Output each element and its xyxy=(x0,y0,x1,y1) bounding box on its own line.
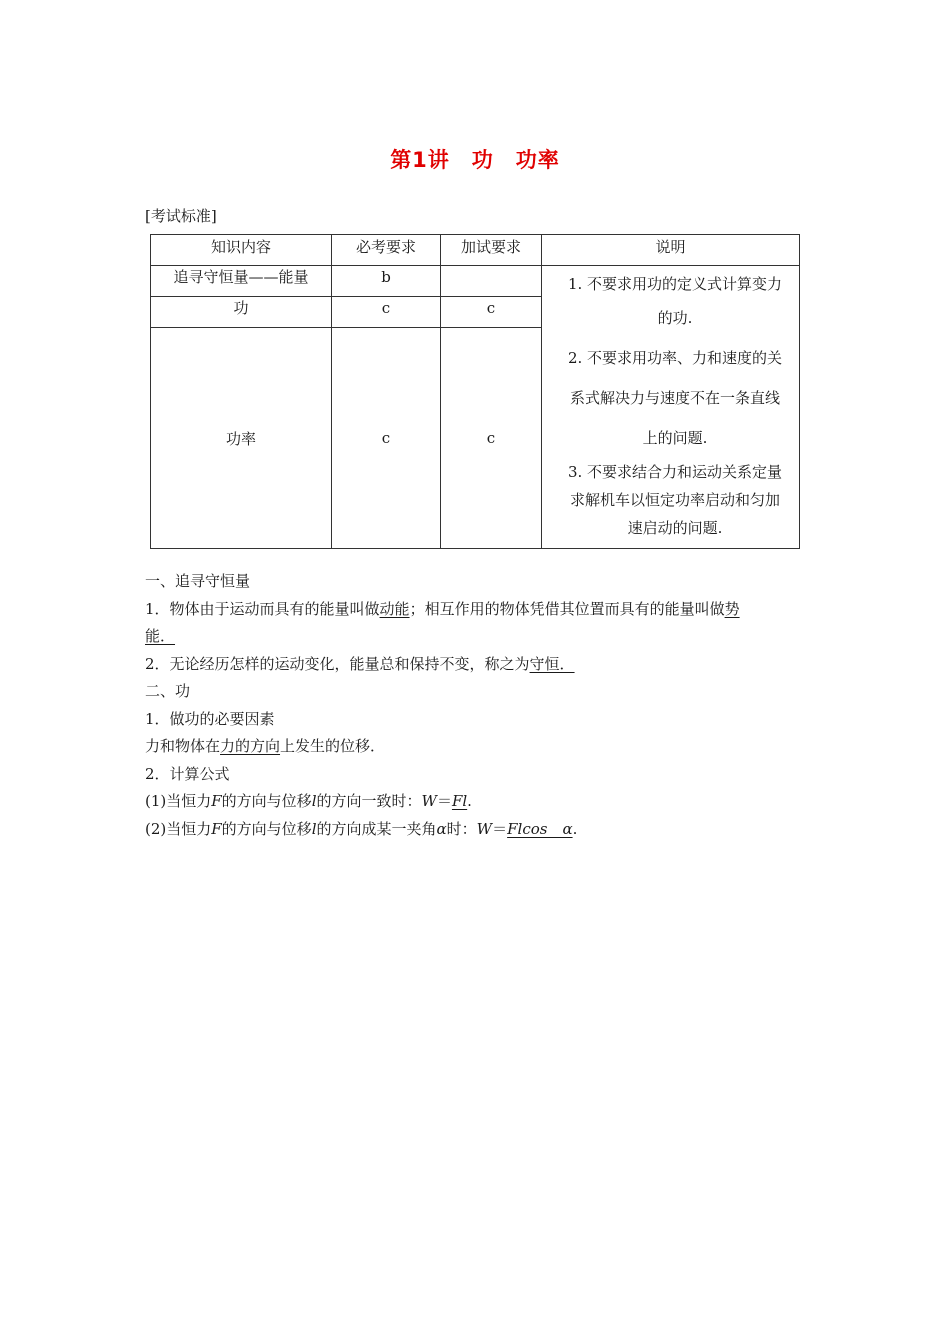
section-heading: 一、追寻守恒量 xyxy=(145,572,251,590)
formula-line xyxy=(145,788,825,816)
note-line: 求解机车以恒定功率启动和匀加 xyxy=(569,491,780,509)
table-cell: c xyxy=(332,297,441,328)
variable: l xyxy=(311,792,317,810)
paragraph: 1．做功的必要因素 xyxy=(145,709,275,728)
text: 的方向与位移 xyxy=(221,792,312,810)
text: 2．无论经历怎样的运动变化，能量总和保持不变，称之为 xyxy=(145,654,530,673)
blank-answer: Fl xyxy=(451,792,468,810)
variable: W xyxy=(476,819,493,838)
text: 的方向成某一夹角 xyxy=(316,819,437,838)
table-cell: 功率 xyxy=(151,328,332,549)
text: (2)当恒力 xyxy=(145,819,212,838)
standards-table xyxy=(150,234,800,549)
text: . xyxy=(572,819,578,838)
variable: W xyxy=(421,792,437,810)
variable: l xyxy=(311,819,317,838)
text: ＝ xyxy=(436,792,452,810)
paragraph: 2．计算公式 xyxy=(145,764,230,783)
table-cell xyxy=(441,266,542,297)
variable: α xyxy=(436,819,447,838)
text: ＝ xyxy=(492,819,508,838)
paragraph xyxy=(145,623,825,651)
table-row xyxy=(151,266,800,297)
text: ；相互作用的物体凭借其位置而具有的能量叫做 xyxy=(409,599,725,618)
formula-line xyxy=(145,816,825,844)
note-line: 速启动的问题. xyxy=(627,519,723,537)
table-cell: 追寻守恒量——能量 xyxy=(151,266,332,297)
blank-answer: Flcos α xyxy=(507,819,573,838)
text: . xyxy=(467,792,472,810)
page-title: 第1讲 功 功率 xyxy=(390,148,560,172)
blank-answer: 能． xyxy=(145,627,176,645)
variable: F xyxy=(211,819,222,838)
blank-answer: 力的方向 xyxy=(220,737,281,755)
standards-label: [考试标准] xyxy=(145,207,217,225)
blank-answer: 势 xyxy=(724,599,740,618)
blank-answer: 动能 xyxy=(379,599,410,618)
note-line: 3. 不要求结合力和运动关系定量 xyxy=(567,463,783,481)
paragraph xyxy=(145,651,825,679)
header-cell: 加试要求 xyxy=(441,235,542,266)
note-line: 2. 不要求用功率、力和速度的关 xyxy=(567,349,783,367)
blank-answer: 守恒． xyxy=(529,654,575,673)
table-cell: 功 xyxy=(151,297,332,328)
notes-cell xyxy=(542,266,800,549)
section-heading: 二、功 xyxy=(145,682,191,700)
table-cell: c xyxy=(332,328,441,549)
paragraph xyxy=(145,596,825,624)
text: 时： xyxy=(446,819,477,838)
text: 上发生的位移． xyxy=(280,737,386,755)
body-text xyxy=(145,568,825,843)
table-header-row xyxy=(151,235,800,266)
note-line: 上的问题. xyxy=(642,429,708,447)
note-line: 1. 不要求用功的定义式计算变力 xyxy=(567,275,783,293)
note-line: 系式解决力与速度不在一条直线 xyxy=(569,389,780,407)
header-cell: 说明 xyxy=(542,235,800,266)
table-cell: c xyxy=(441,328,542,549)
text: 力和物体在 xyxy=(145,737,221,755)
table-cell: c xyxy=(441,297,542,328)
text: 的方向一致时： xyxy=(316,792,422,810)
table-cell: b xyxy=(332,266,441,297)
header-cell: 必考要求 xyxy=(332,235,441,266)
variable: F xyxy=(211,792,222,810)
note-line: 的功. xyxy=(657,309,693,327)
text: 的方向与位移 xyxy=(221,819,312,838)
text: 1．物体由于运动而具有的能量叫做 xyxy=(145,599,380,618)
text: (1)当恒力 xyxy=(145,792,212,810)
paragraph xyxy=(145,733,825,761)
header-cell: 知识内容 xyxy=(151,235,332,266)
